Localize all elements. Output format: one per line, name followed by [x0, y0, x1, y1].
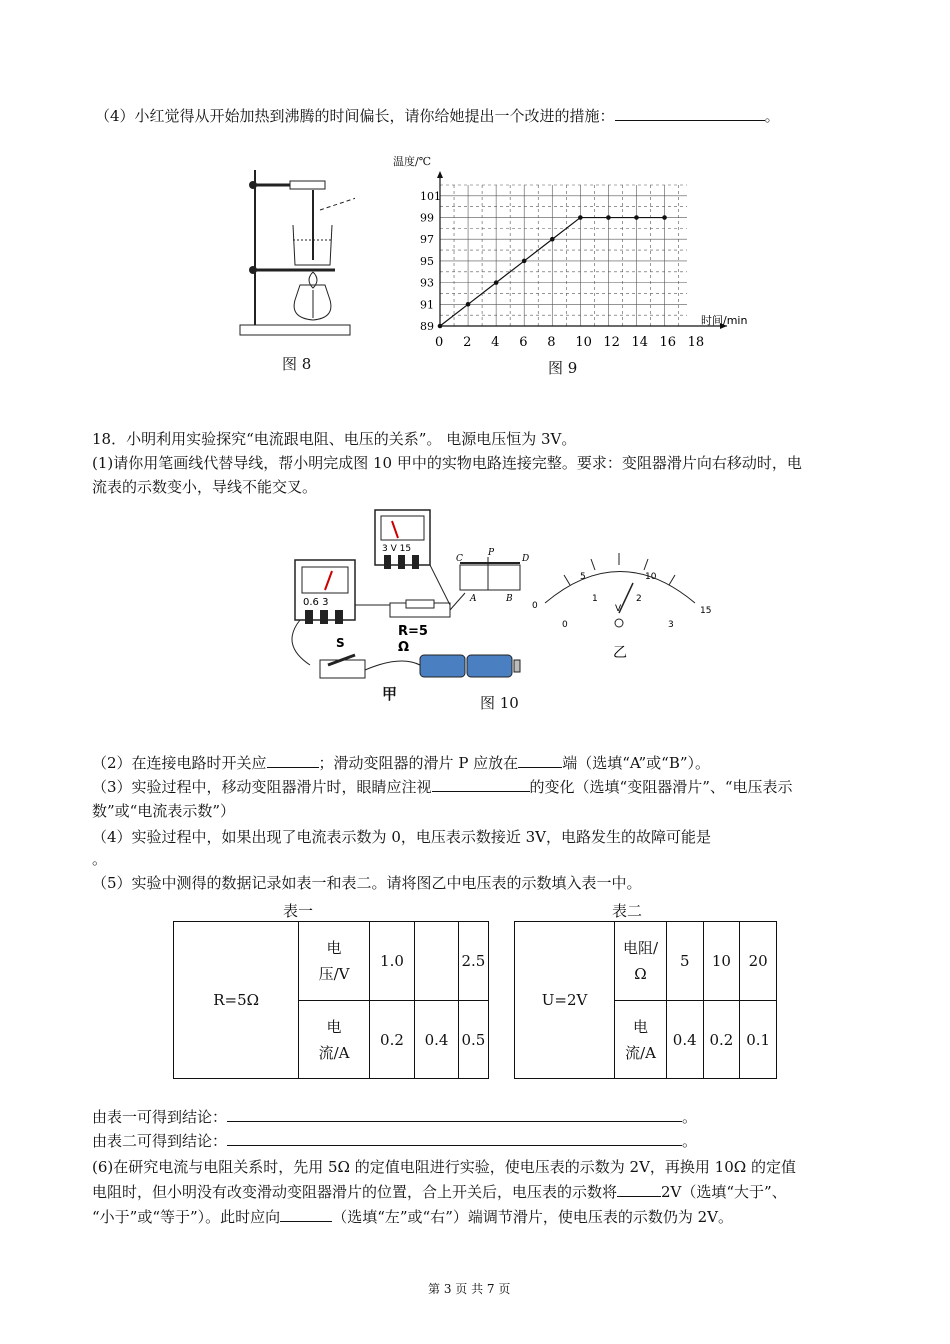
svg-text:S: S [336, 636, 345, 650]
svg-text:C: C [456, 554, 463, 564]
fig10-yi: 乙 [613, 645, 627, 661]
ammeter-label: 0.6 3 [303, 597, 329, 608]
data-point [634, 215, 639, 220]
table1: R=5Ω 电压/V 1.0 2.5 电流/A 0.2 0.4 0.5 [173, 921, 489, 1079]
answer-blank[interactable] [617, 1182, 661, 1197]
q18-p4-line1: （4）实验过程中，如果出现了电流表示数为 0，电压表示数接近 3V，电路发生的故障可能是 [92, 828, 712, 846]
voltmeter-dial-icon [532, 553, 711, 630]
q18-p3: （3）实验过程中，移动变阻器滑片时，眼睛应注视 的变化（选填“变阻器滑片”、“电压表示 [92, 778, 793, 796]
voltmeter-label: 3 V 15 [382, 544, 412, 554]
q17-4-text: （4）小红觉得从开始加热到沸腾的时间偏长，请你给她提出一个改进的措施： 。 [95, 107, 780, 125]
q18-p4-line2: 。 [92, 850, 108, 868]
fig8-caption: 图 8 [282, 355, 312, 373]
svg-text:A: A [470, 594, 477, 604]
data-point [466, 302, 471, 307]
x-tick-label: 8 [547, 335, 556, 350]
y-tick-label: 97 [420, 233, 434, 247]
svg-text:10: 10 [645, 572, 657, 582]
answer-blank[interactable] [267, 753, 319, 768]
switch-icon [320, 636, 365, 678]
svg-text:B: B [506, 594, 513, 604]
answer-blank[interactable] [227, 1107, 682, 1122]
conclusion-1: 由表一可得到结论： 。 [92, 1108, 698, 1126]
svg-text:0: 0 [532, 601, 538, 611]
q18-p6-line2: 电阻时，但小明没有改变滑动变阻器滑片的位置，合上开关后，电压表的示数将 2V（选填“大于”、 [92, 1183, 787, 1201]
q18-p3-line2: 数”或“电流表示数”） [92, 802, 236, 820]
fig10-caption: 图 10 [480, 694, 519, 712]
x-tick-label: 4 [491, 335, 500, 350]
table2: U=2V 电阻/Ω 5 10 20 电流/A 0.4 0.2 0.1 [514, 921, 777, 1079]
x-tick-label: 10 [575, 335, 592, 350]
table2-row2-label: 电流/A [615, 1001, 667, 1079]
svg-text:3: 3 [668, 620, 674, 630]
svg-text:15: 15 [700, 606, 712, 616]
y-tick-label: 95 [420, 254, 434, 268]
x-tick-label: 6 [519, 335, 528, 350]
ammeter-icon [295, 560, 355, 624]
data-point [522, 259, 527, 264]
fig9-ylabel: 温度/℃ [393, 155, 432, 168]
q18-p1-line2: 流表的示数变小，导线不能交叉。 [92, 478, 318, 496]
answer-blank[interactable] [615, 106, 765, 121]
svg-text:5: 5 [580, 572, 586, 582]
y-tick-label: 91 [420, 298, 434, 312]
table1-title: 表一 [283, 902, 314, 920]
svg-text:P: P [488, 548, 495, 558]
voltmeter-icon [375, 510, 430, 569]
x-tick-label: 14 [631, 335, 649, 350]
table1-row2-label: 电流/A [299, 1001, 369, 1079]
y-tick-label: 101 [420, 189, 441, 203]
table2-row1-label: 电阻/Ω [615, 922, 667, 1001]
fig8-apparatus [235, 160, 355, 340]
q18-title: 18．小明利用实验探究“电流跟电阻、电压的关系”。 电源电压恒为 3V。 [92, 430, 577, 448]
data-point [578, 215, 583, 220]
x-tick-label: 2 [463, 335, 472, 350]
conclusion-2: 由表二可得到结论： 。 [92, 1132, 698, 1150]
data-point [662, 215, 667, 220]
answer-blank[interactable] [280, 1207, 332, 1222]
page-footer: 第 3 页 共 7 页 [428, 1282, 511, 1296]
data-point [606, 215, 611, 220]
answer-blank[interactable] [518, 753, 562, 768]
y-tick-label: 89 [420, 320, 434, 333]
q18-p5: （5）实验中测得的数据记录如表一和表二。请将图乙中电压表的示数填入表一中。 [92, 874, 642, 892]
rheostat-icon [456, 548, 529, 604]
svg-text:1: 1 [592, 594, 598, 604]
x-tick-label: 0 [435, 335, 444, 350]
y-tick-label: 93 [420, 276, 434, 290]
x-tick-label: 12 [603, 335, 620, 350]
svg-text:2: 2 [636, 594, 642, 604]
x-axis-label: 时间/min [701, 314, 748, 327]
x-tick-label: 16 [659, 335, 677, 350]
ohm-label: Ω [398, 640, 410, 655]
x-tick-label: 18 [687, 335, 705, 350]
data-point [550, 237, 555, 242]
answer-blank[interactable] [432, 777, 530, 792]
fig9-caption: 图 9 [548, 359, 578, 377]
y-tick-label: 99 [420, 211, 434, 225]
resistor-label: R=5 [398, 624, 428, 639]
q18-p6-line1: (6)在研究电流与电阻关系时，先用 5Ω 的定值电阻进行实验，使电压表的示数为 2V，再换用 10Ω 的定值 [92, 1158, 796, 1176]
table1-empty-cell [415, 922, 459, 1001]
table2-cond: U=2V [515, 922, 615, 1079]
q18-p6-line3: “小于”或“等于”）。此时应向 （选填“左”或“右”）端调节滑片，使电压表的示数仍为 2V。 [92, 1208, 734, 1226]
table2-title: 表二 [612, 902, 643, 920]
table1-row1-label: 电压/V [299, 922, 369, 1001]
svg-text:0: 0 [562, 620, 568, 630]
table1-cond: R=5Ω [174, 922, 299, 1079]
fig9-chart [380, 160, 780, 355]
data-point [438, 324, 443, 329]
data-point [494, 280, 499, 285]
y-axis-arrow [437, 171, 443, 178]
q18-p1-line1: (1)请你用笔画线代替导线，帮小明完成图 10 甲中的实物电路连接完整。要求：变阻器滑片向右移动时，电 [92, 454, 802, 472]
svg-text:V: V [615, 604, 622, 614]
fig10-jia: 甲 [382, 685, 398, 703]
q18-p2: （2）在连接电路时开关应 ；滑动变阻器的滑片 P 应放在 端（选填“A”或“B”）。 [92, 754, 711, 772]
svg-text:D: D [522, 554, 530, 564]
answer-blank[interactable] [227, 1131, 682, 1146]
fig10-circuit [270, 505, 730, 705]
